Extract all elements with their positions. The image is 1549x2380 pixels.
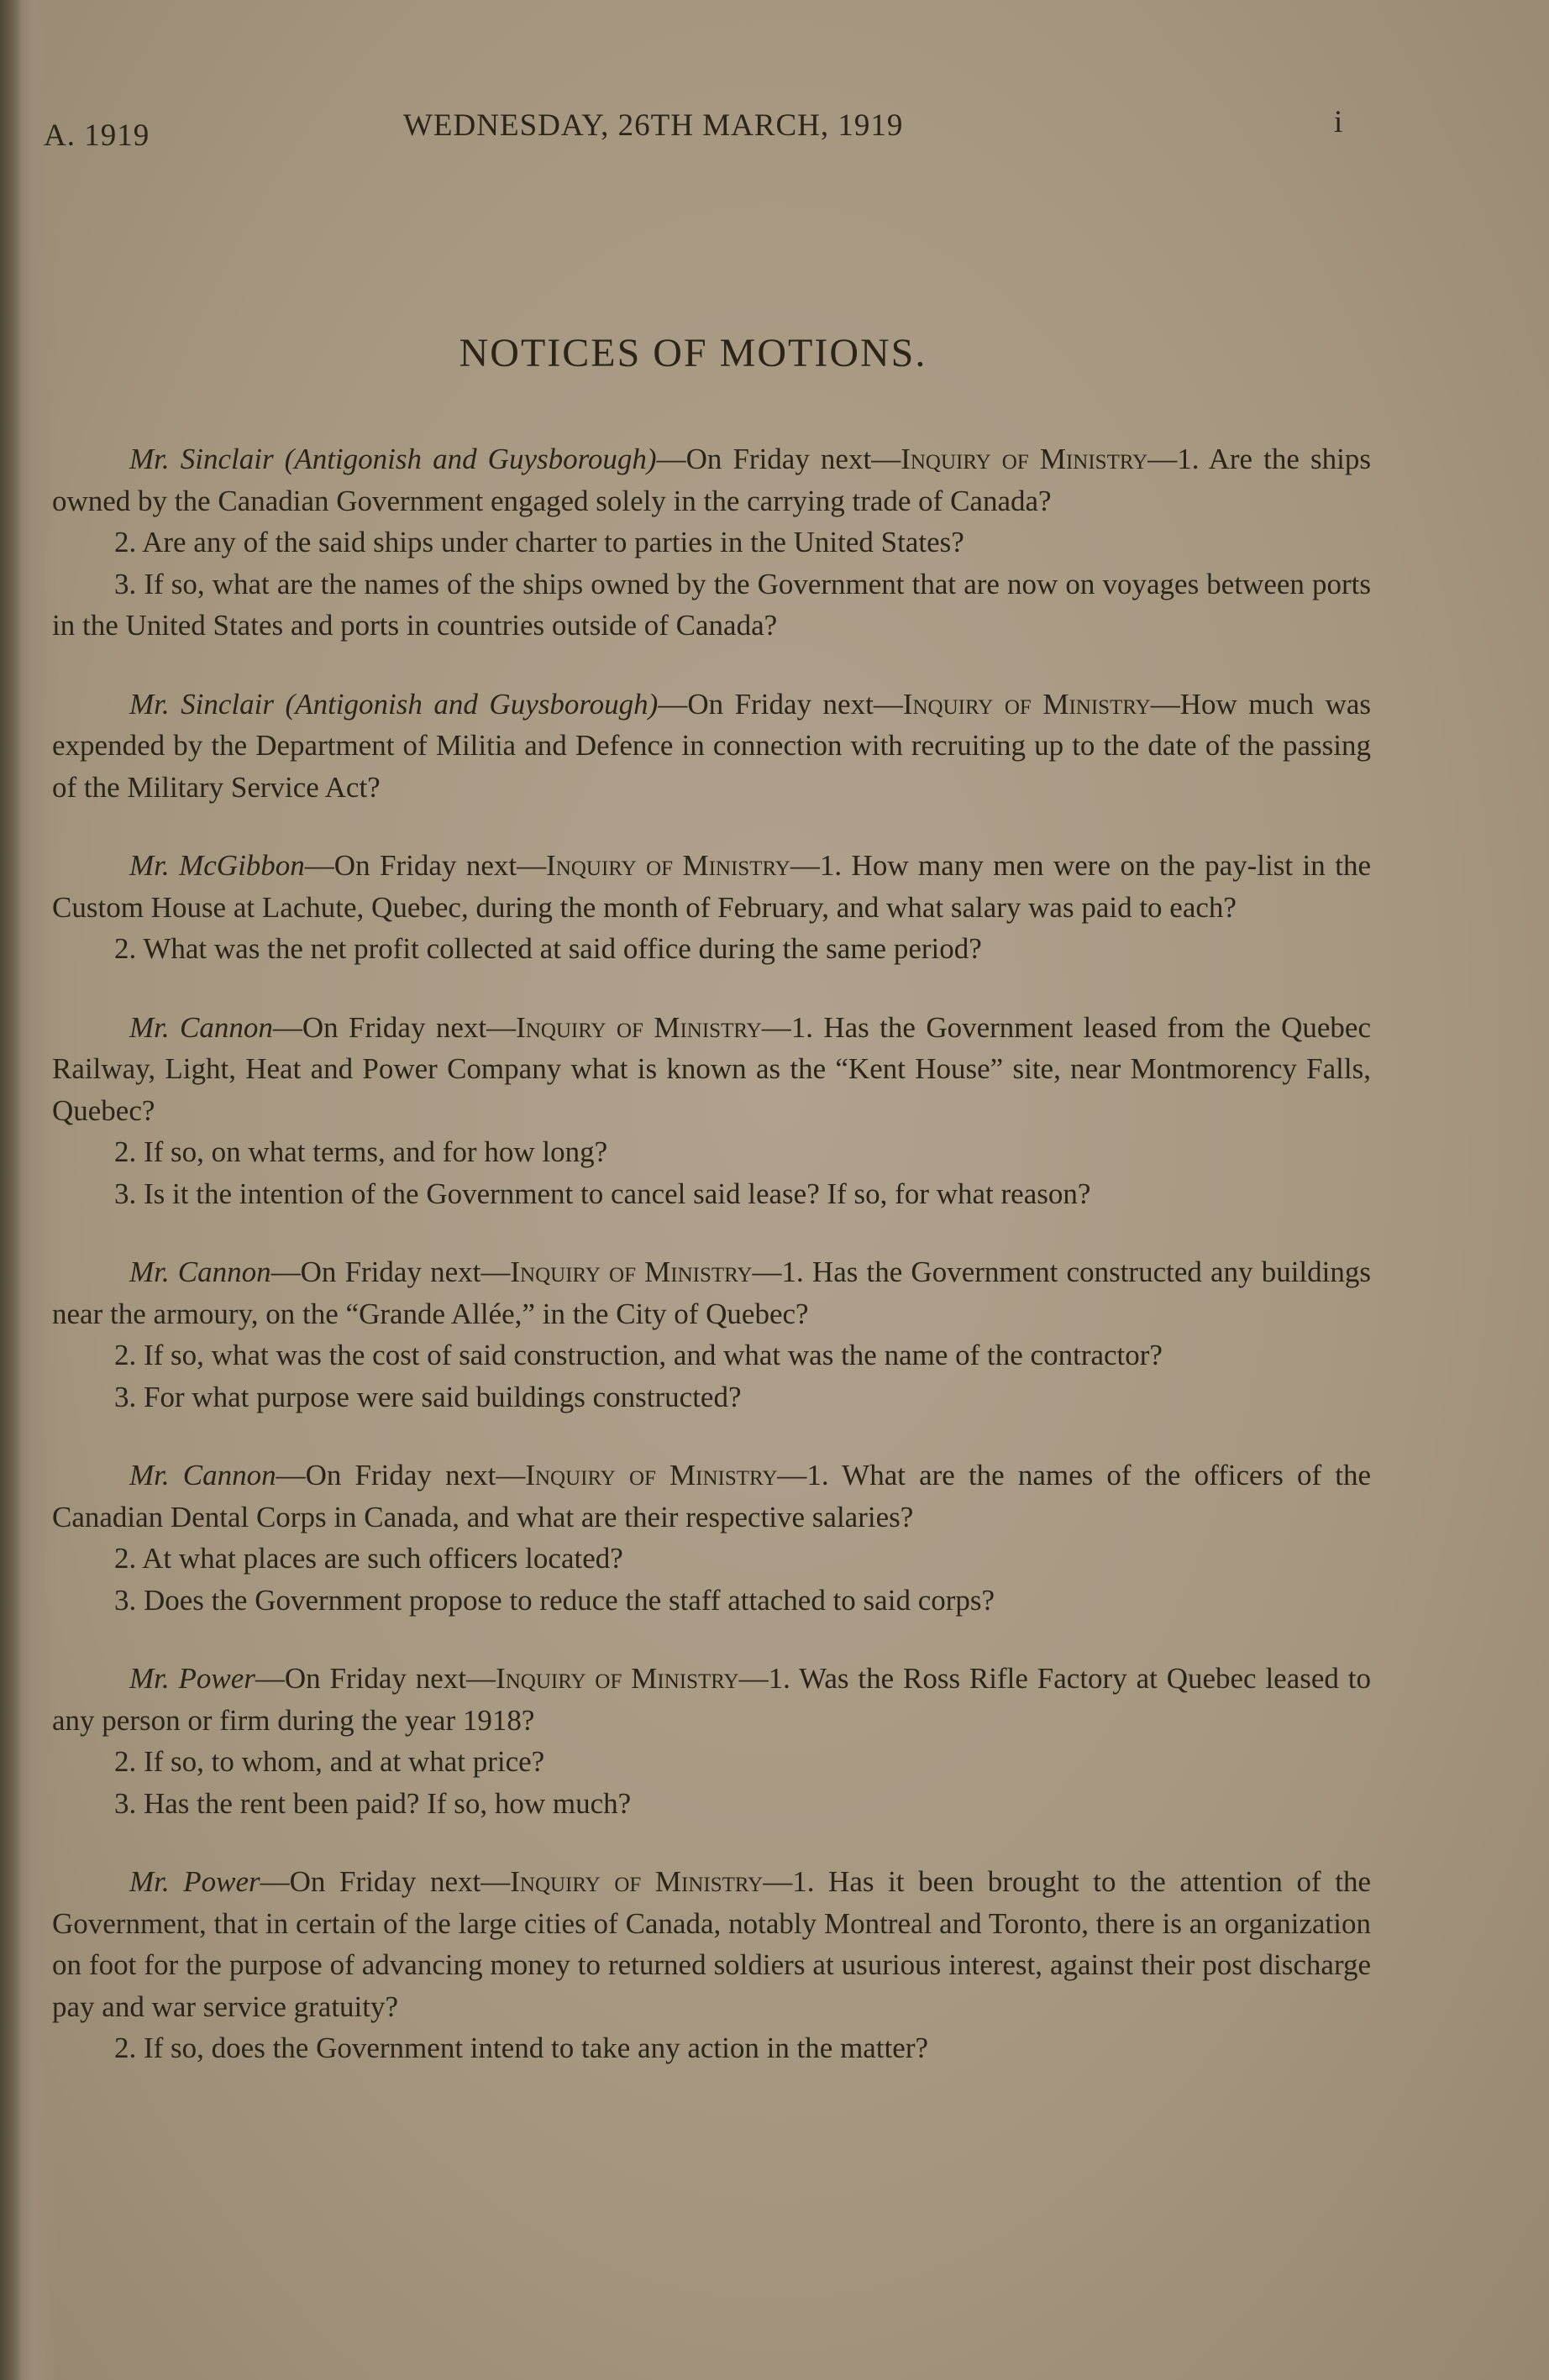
motion-kind: Inquiry of Ministry [510, 1256, 753, 1288]
motion-date: —On Friday next— [276, 1459, 526, 1491]
question-text: —1. Are the ships owned by the Canadian Government engaged solely in the carrying trade of Canada? [52, 443, 1371, 517]
motions-list [52, 438, 1371, 2106]
motion-lead [52, 845, 1371, 928]
question-text: 2. If so, on what terms, and for how long? [114, 1135, 608, 1168]
question-text: 2. If so, does the Government intend to take any action in the matter? [114, 2031, 929, 2064]
question-text: 2. What was the net profit collected at said office during the same period? [114, 932, 982, 965]
motion-notice [52, 1007, 1371, 1215]
motion-lead [52, 438, 1371, 522]
date-heading: WEDNESDAY, 26TH MARCH, 1919 [403, 108, 904, 143]
motion-lead [52, 1861, 1371, 2027]
motion-notice [52, 1861, 1371, 2069]
motion-date: —On Friday next— [656, 443, 901, 475]
motion-notice [52, 845, 1371, 970]
motion-date: —On Friday next— [260, 1865, 511, 1898]
question-text: —1. How many men were on the pay-list in the Custom House at Lachute, Quebec, during the month of February, and what salary was paid to each? [52, 849, 1371, 924]
motion-kind: Inquiry of Ministry [901, 443, 1148, 475]
motion-lead [52, 1658, 1371, 1741]
mover-name: Mr. Cannon [129, 1256, 271, 1288]
mover-name: Mr. Cannon [129, 1010, 273, 1044]
question-text: —1. Has it been brought to the attention of the Government, that in certain of the large cities of Canada, notably Montreal and Toronto, there is an organization on foot for the purpose of advancing money to returned soldiers at usurious interest, against their post discharge pay and war service gratuity? [52, 1865, 1371, 2023]
question-text: —1. Has the Government constructed any buildings near the armoury, on the “Grande Allée,” in the City of Quebec? [52, 1256, 1371, 1330]
motion-date: —On Friday next— [658, 687, 903, 721]
mover-name: Mr. McGibbon [129, 849, 305, 882]
motion-date: —On Friday next— [272, 1010, 517, 1044]
motion-notice [52, 684, 1371, 809]
motion-notice [52, 1455, 1371, 1621]
motion-kind: Inquiry of Ministry [902, 687, 1151, 721]
page-title: NOTICES OF MOTIONS. [459, 331, 927, 375]
session-year: A. 1919 [44, 118, 150, 153]
question-text: 2. At what places are such officers located? [114, 1542, 623, 1575]
mover-name: Mr. Sinclair (Antigonish and Guysborough) [129, 687, 659, 721]
motion-kind: Inquiry of Ministry [516, 1010, 762, 1044]
motion-lead [52, 1251, 1371, 1334]
motion-kind: Inquiry of Ministry [510, 1865, 764, 1898]
question-text: 3. Is it the intention of the Government to cancel said lease? If so, for what reason? [114, 1177, 1091, 1210]
motion-date: —On Friday next— [304, 849, 547, 882]
motion-kind: Inquiry of Ministry [525, 1459, 778, 1491]
mover-name: Mr. Power [129, 1662, 255, 1695]
mover-name: Mr. Power [129, 1865, 260, 1898]
question-text: 3. Has the rent been paid? If so, how much? [114, 1786, 632, 1820]
mover-name: Mr. Sinclair (Antigonish and Guysborough) [129, 443, 657, 475]
motion-notice [52, 1251, 1371, 1418]
question-text: 2. If so, what was the cost of said construction, and what was the name of the contractor? [114, 1339, 1163, 1371]
motion-lead [52, 684, 1371, 809]
question-text: —1. What are the names of the officers of the Canadian Dental Corps in Canada, and what are their respective salaries? [52, 1459, 1371, 1533]
motion-kind: Inquiry of Ministry [496, 1662, 739, 1695]
motion-kind: Inquiry of Ministry [546, 849, 790, 882]
motion-lead [52, 1455, 1371, 1538]
question-text: 3. Does the Government propose to reduce the staff attached to said corps? [114, 1583, 995, 1617]
question-text: 3. For what purpose were said buildings constructed? [114, 1380, 742, 1413]
question-text: —1. Has the Government leased from the Quebec Railway, Light, Heat and Power Company what is known as the “Kent House” site, near Montmorency Falls, Quebec? [52, 1010, 1371, 1127]
motion-lead [52, 1007, 1371, 1132]
question-text: —How much was expended by the Department of Militia and Defence in connection with recruiting up to the date of the passing of the Military Service Act? [52, 687, 1372, 804]
motion-notice [52, 1658, 1371, 1824]
question-text: 2. If so, to whom, and at what price? [114, 1745, 545, 1778]
question-text: —1. Was the Ross Rifle Factory at Quebec leased to any person or firm during the year 1918? [52, 1662, 1371, 1737]
motion-date: —On Friday next— [270, 1256, 511, 1288]
page-number: i [1334, 105, 1344, 139]
motion-date: —On Friday next— [255, 1662, 496, 1695]
question-text: 2. Are any of the said ships under charter to parties in the United States? [114, 526, 964, 558]
mover-name: Mr. Cannon [129, 1459, 276, 1491]
running-head [0, 107, 1549, 158]
motion-notice [52, 438, 1371, 647]
question-text: 3. If so, what are the names of the ships owned by the Government that are now on voyages between ports in the United States and ports in countries outside of Canada? [52, 567, 1371, 642]
